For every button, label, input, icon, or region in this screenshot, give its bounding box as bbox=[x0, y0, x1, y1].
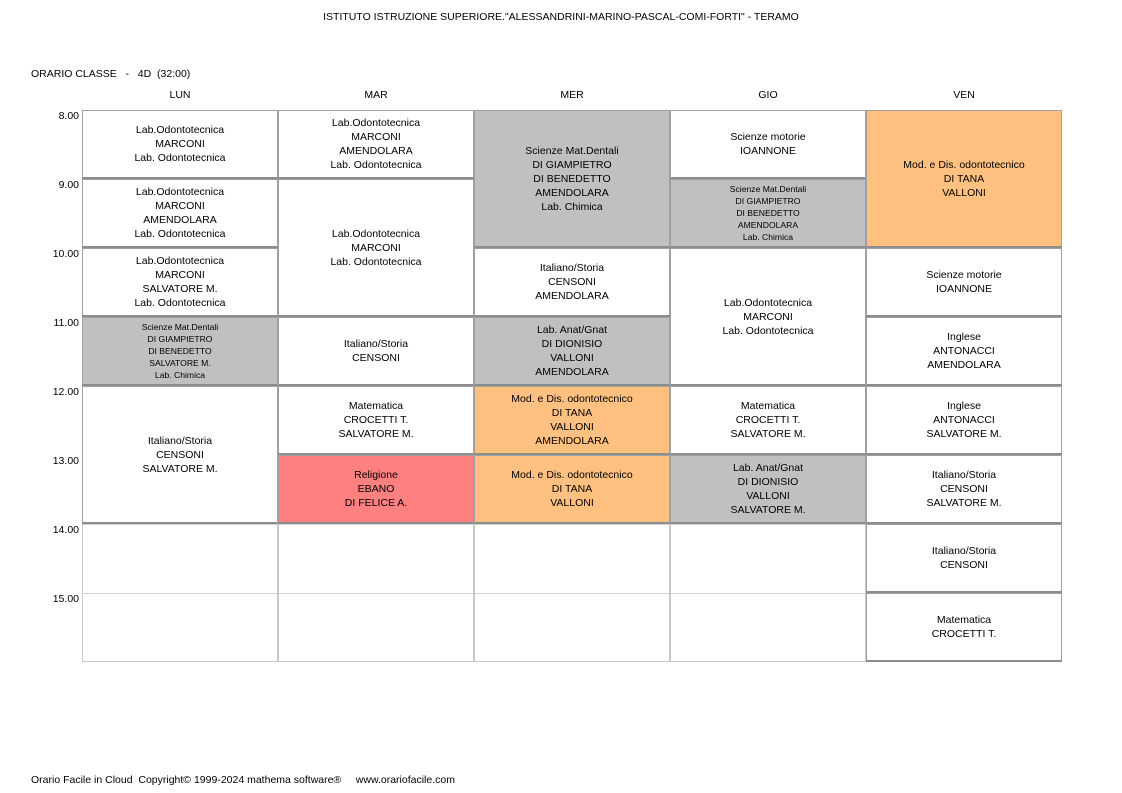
lesson-detail: AMENDOLARA bbox=[535, 186, 609, 199]
lesson-detail: AMENDOLARA bbox=[143, 214, 217, 226]
lesson-detail: Lab. Odontotecnica bbox=[134, 297, 226, 309]
time-label: 13.00 bbox=[52, 455, 79, 467]
lesson-detail: Lab. Chimica bbox=[742, 232, 794, 242]
lesson-subject: Lab.Odontotecnica bbox=[135, 124, 225, 136]
day-header-lun: LUN bbox=[169, 89, 191, 101]
lesson-subject: Mod. e Dis. odontotecnico bbox=[511, 393, 633, 405]
lesson-detail: Lab. Chimica bbox=[154, 370, 206, 380]
lesson-subject: Lab.Odontotecnica bbox=[331, 227, 421, 240]
lesson-subject: Italiano/Storia bbox=[931, 545, 997, 557]
lesson-block[interactable] bbox=[474, 248, 670, 317]
lesson-block[interactable] bbox=[474, 110, 670, 248]
lesson-detail: SALVATORE M. bbox=[926, 428, 1002, 440]
lesson-block[interactable] bbox=[82, 248, 278, 317]
lesson-detail: SALVATORE M. bbox=[730, 504, 806, 516]
hour-divider bbox=[279, 593, 473, 594]
lesson-detail: IOANNONE bbox=[935, 283, 992, 295]
hour-divider bbox=[279, 524, 473, 525]
lesson-block[interactable] bbox=[278, 386, 474, 455]
hour-divider bbox=[671, 593, 865, 594]
lesson-detail: CROCETTI T. bbox=[931, 628, 997, 640]
lesson-subject: Scienze Mat.Dentali bbox=[729, 184, 807, 194]
lesson-block[interactable] bbox=[670, 386, 866, 455]
lesson-block[interactable] bbox=[866, 317, 1062, 386]
lesson-detail: DI FELICE A. bbox=[344, 497, 408, 509]
time-label: 12.00 bbox=[52, 386, 79, 398]
lesson-detail: DI TANA bbox=[943, 172, 985, 185]
lesson-block[interactable] bbox=[866, 455, 1062, 524]
lesson-subject: Scienze motorie bbox=[730, 131, 806, 143]
hour-divider bbox=[83, 524, 277, 525]
lesson-subject: Italiano/Storia bbox=[147, 434, 213, 447]
lesson-detail: VALLONI bbox=[942, 186, 986, 199]
lesson-subject: Inglese bbox=[947, 400, 981, 412]
lesson-block[interactable] bbox=[670, 179, 866, 248]
lesson-subject: Matematica bbox=[936, 614, 992, 626]
lesson-detail: SALVATORE M. bbox=[926, 497, 1002, 509]
lesson-subject: Mod. e Dis. odontotecnico bbox=[511, 469, 633, 481]
lesson-detail: CENSONI bbox=[548, 276, 596, 288]
lesson-detail: DI TANA bbox=[551, 483, 593, 495]
lesson-subject: Lab.Odontotecnica bbox=[331, 117, 421, 129]
lesson-detail: Lab. Odontotecnica bbox=[722, 324, 814, 337]
school-title: ISTITUTO ISTRUZIONE SUPERIORE."ALESSANDRINI-MARINO-PASCAL-COMI-FORTI" - TERAMO bbox=[323, 11, 799, 23]
day-header-mer: MER bbox=[560, 89, 584, 101]
lesson-block[interactable] bbox=[474, 317, 670, 386]
lesson-subject: Lab.Odontotecnica bbox=[135, 255, 225, 267]
lesson-block[interactable] bbox=[474, 455, 670, 524]
lesson-subject: Italiano/Storia bbox=[343, 338, 409, 350]
lesson-block[interactable] bbox=[278, 455, 474, 524]
lesson-detail: DI BENEDETTO bbox=[736, 208, 800, 218]
day-header-gio: GIO bbox=[758, 89, 778, 101]
lesson-detail: SALVATORE M. bbox=[730, 428, 806, 440]
lesson-detail: MARCONI bbox=[155, 269, 205, 281]
lesson-detail: AMENDOLARA bbox=[737, 220, 799, 230]
lesson-detail: CENSONI bbox=[156, 448, 204, 461]
lesson-block[interactable] bbox=[278, 110, 474, 179]
lesson-detail: SALVATORE M. bbox=[149, 358, 211, 368]
lesson-detail: ANTONACCI bbox=[933, 414, 995, 426]
footer: Orario Facile in Cloud Copyright© 1999-2024 mathema software® www.orariofacile.com bbox=[31, 774, 455, 786]
lesson-detail: DI TANA bbox=[551, 407, 593, 419]
lesson-detail: VALLONI bbox=[550, 352, 594, 364]
time-label: 9.00 bbox=[58, 179, 79, 191]
lesson-detail: VALLONI bbox=[550, 421, 594, 433]
lesson-detail: VALLONI bbox=[550, 497, 594, 509]
lesson-block[interactable] bbox=[278, 317, 474, 386]
lesson-detail: MARCONI bbox=[743, 310, 793, 323]
lesson-block[interactable] bbox=[670, 110, 866, 179]
lesson-subject: Scienze Mat.Dentali bbox=[141, 322, 219, 332]
lesson-detail: MARCONI bbox=[155, 138, 205, 150]
lesson-subject: Scienze Mat.Dentali bbox=[525, 144, 619, 157]
time-label: 14.00 bbox=[52, 524, 79, 536]
lesson-detail: MARCONI bbox=[155, 200, 205, 212]
lesson-subject: Matematica bbox=[348, 400, 404, 412]
lesson-detail: ANTONACCI bbox=[933, 345, 995, 357]
lesson-detail: AMENDOLARA bbox=[535, 435, 609, 447]
lesson-detail: IOANNONE bbox=[739, 145, 796, 157]
lesson-block[interactable] bbox=[82, 110, 278, 179]
lesson-block[interactable] bbox=[866, 110, 1062, 248]
lesson-detail: Lab. Odontotecnica bbox=[330, 159, 422, 171]
lesson-detail: DI BENEDETTO bbox=[148, 346, 212, 356]
lesson-block[interactable] bbox=[866, 248, 1062, 317]
lesson-detail: AMENDOLARA bbox=[535, 366, 609, 378]
lesson-block[interactable] bbox=[278, 179, 474, 317]
hour-divider bbox=[475, 524, 669, 525]
lesson-detail: AMENDOLARA bbox=[927, 359, 1001, 371]
hour-divider bbox=[671, 524, 865, 525]
lesson-subject: Lab. Anat/Gnat bbox=[732, 462, 804, 474]
time-label: 11.00 bbox=[53, 317, 79, 329]
lesson-detail: SALVATORE M. bbox=[338, 428, 414, 440]
lesson-detail: CROCETTI T. bbox=[343, 414, 409, 426]
lesson-detail: Lab. Odontotecnica bbox=[134, 228, 226, 240]
lesson-block[interactable] bbox=[866, 386, 1062, 455]
lesson-detail: CENSONI bbox=[352, 352, 400, 364]
lesson-subject: Lab.Odontotecnica bbox=[723, 296, 813, 309]
lesson-detail: CENSONI bbox=[940, 483, 988, 495]
lesson-block[interactable] bbox=[82, 179, 278, 248]
lesson-detail: VALLONI bbox=[746, 490, 790, 502]
lesson-detail: DI BENEDETTO bbox=[533, 172, 611, 185]
time-label: 10.00 bbox=[52, 248, 79, 260]
lesson-block[interactable] bbox=[670, 455, 866, 524]
lesson-detail: CROCETTI T. bbox=[735, 414, 801, 426]
time-label: 8.00 bbox=[58, 110, 79, 122]
lesson-detail: DI GIAMPIETRO bbox=[147, 334, 213, 344]
lesson-block[interactable] bbox=[866, 593, 1062, 662]
lesson-subject: Religione bbox=[354, 469, 398, 481]
lesson-detail: DI GIAMPIETRO bbox=[532, 158, 612, 171]
day-header-mar: MAR bbox=[364, 89, 388, 101]
lesson-detail: AMENDOLARA bbox=[535, 290, 609, 302]
lesson-subject: Lab. Anat/Gnat bbox=[536, 324, 608, 336]
lesson-detail: Lab. Odontotecnica bbox=[134, 152, 226, 164]
lesson-detail: MARCONI bbox=[351, 131, 401, 143]
hour-divider bbox=[475, 593, 669, 594]
lesson-detail: EBANO bbox=[357, 483, 395, 495]
hour-divider bbox=[83, 593, 277, 594]
lesson-block[interactable] bbox=[670, 248, 866, 386]
lesson-block[interactable] bbox=[82, 386, 278, 524]
lesson-detail: CENSONI bbox=[940, 559, 988, 571]
day-header-ven: VEN bbox=[953, 89, 975, 101]
class-label: ORARIO CLASSE - 4D (32:00) bbox=[31, 68, 191, 80]
lesson-subject: Scienze motorie bbox=[926, 269, 1002, 281]
lesson-detail: DI DIONISIO bbox=[737, 476, 799, 488]
lesson-subject: Italiano/Storia bbox=[539, 262, 605, 274]
lesson-block[interactable] bbox=[866, 524, 1062, 593]
lesson-subject: Lab.Odontotecnica bbox=[135, 186, 225, 198]
lesson-detail: AMENDOLARA bbox=[339, 145, 413, 157]
lesson-detail: Lab. Odontotecnica bbox=[330, 255, 422, 268]
lesson-subject: Mod. e Dis. odontotecnico bbox=[903, 158, 1025, 171]
time-label: 15.00 bbox=[52, 593, 79, 605]
lesson-subject: Italiano/Storia bbox=[931, 469, 997, 481]
lesson-detail: Lab. Chimica bbox=[541, 200, 603, 213]
lesson-detail: DI DIONISIO bbox=[541, 338, 603, 350]
lesson-subject: Matematica bbox=[740, 400, 796, 412]
lesson-subject: Inglese bbox=[947, 331, 981, 343]
lesson-detail: MARCONI bbox=[351, 241, 401, 254]
lesson-block[interactable] bbox=[474, 386, 670, 455]
lesson-detail: SALVATORE M. bbox=[142, 462, 218, 475]
lesson-detail: SALVATORE M. bbox=[142, 283, 218, 295]
lesson-detail: DI GIAMPIETRO bbox=[735, 196, 801, 206]
lesson-block[interactable] bbox=[82, 317, 278, 386]
